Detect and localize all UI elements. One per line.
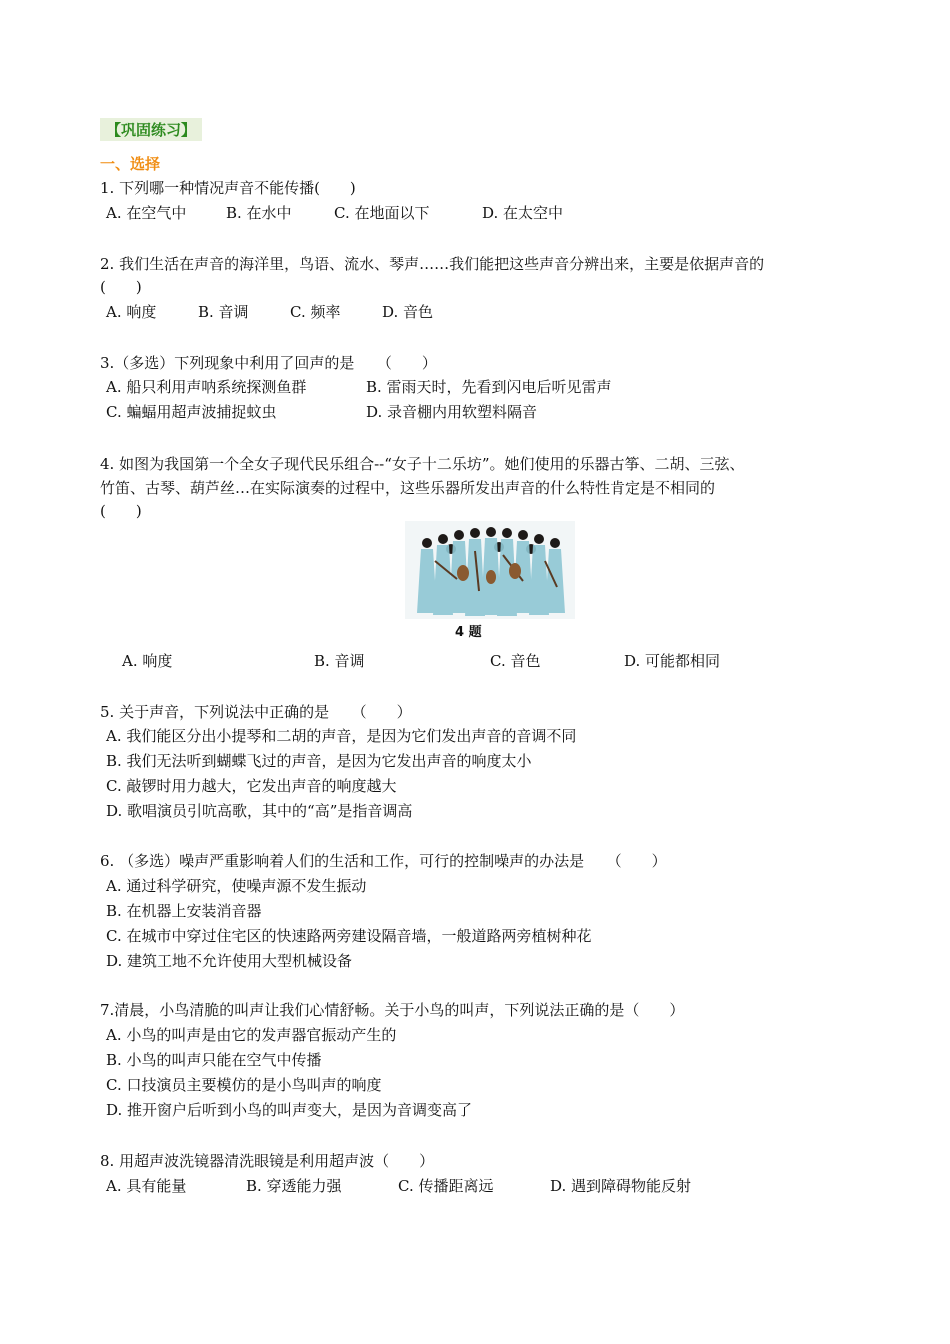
question-2-text: 2. 我们生活在声音的海洋里，鸟语、流水、琴声……我们能把这些声音分辨出来，主要是依据声音的: [100, 255, 765, 273]
question-2-options: [106, 302, 434, 322]
option-c: C. 在地面以下: [334, 204, 430, 222]
option-b: B. 雷雨天时，先看到闪电后听见雷声: [366, 378, 612, 396]
option-c: C. 在城市中穿过住宅区的快速路两旁建设隔音墙，一般道路两旁植树种花: [106, 927, 592, 945]
question-3-options-row1: [106, 377, 612, 397]
option-a: A. 船只利用声呐系统探测鱼群: [106, 378, 307, 396]
option-b: B. 音调: [198, 303, 249, 321]
option-c: C. 传播距离远: [398, 1177, 494, 1195]
orchestra-photo: [405, 521, 575, 619]
question-6-text: 6. （多选）噪声严重影响着人们的生活和工作，可行的控制噪声的办法是 （ ）: [100, 852, 667, 870]
question-2-text-cont: ( ): [100, 278, 142, 296]
option-a: A. 小鸟的叫声是由它的发声器官振动产生的: [106, 1026, 397, 1044]
option-d: D. 可能都相同: [624, 652, 721, 670]
option-d: D. 音色: [382, 303, 434, 321]
option-b: B. 音调: [314, 652, 365, 670]
option-b: B. 在机器上安装消音器: [106, 902, 262, 920]
question-4-text-cont: 竹笛、古琴、葫芦丝…在实际演奏的过程中，这些乐器所发出声音的什么特性肯定是不相同的: [100, 479, 716, 497]
option-b: B. 在水中: [226, 204, 292, 222]
question-5-text: 5. 关于声音，下列说法中正确的是 （ ）: [100, 703, 412, 721]
option-b: B. 小鸟的叫声只能在空气中传播: [106, 1051, 322, 1069]
question-1-text: 1. 下列哪一种情况声音不能传播( ): [100, 179, 356, 197]
option-c: C. 口技演员主要模仿的是小鸟叫声的响度: [106, 1076, 382, 1094]
question-8-options: [106, 1176, 692, 1196]
option-a: A. 通过科学研究，使噪声源不发生振动: [106, 877, 367, 895]
option-a: A. 在空气中: [106, 204, 187, 222]
option-c: C. 音色: [490, 652, 541, 670]
option-d: D. 在太空中: [482, 204, 564, 222]
option-c: C. 敲锣时用力越大，它发出声音的响度越大: [106, 777, 397, 795]
question-4-text-cont2: ( ): [100, 502, 142, 520]
question-3-options-row2: [106, 402, 538, 422]
option-c: C. 频率: [290, 303, 341, 321]
option-c: C. 蝙蝠用超声波捕捉蚊虫: [106, 403, 277, 421]
option-d: D. 歌唱演员引吭高歌，其中的“高”是指音调高: [106, 802, 413, 820]
option-d: D. 建筑工地不允许使用大型机械设备: [106, 952, 353, 970]
option-a: A. 具有能量: [106, 1177, 187, 1195]
option-a: A. 响度: [122, 652, 173, 670]
option-a: A. 响度: [106, 303, 157, 321]
option-d: D. 录音棚内用软塑料隔音: [366, 403, 538, 421]
question-8-text: 8. 用超声波洗镜器清洗眼镜是利用超声波（ ）: [100, 1152, 435, 1170]
option-a: A. 我们能区分出小提琴和二胡的声音，是因为它们发出声音的音调不同: [106, 727, 577, 745]
practice-heading: 【巩固练习】: [100, 118, 202, 141]
option-b: B. 我们无法听到蝴蝶飞过的声音，是因为它发出声音的响度太小: [106, 752, 532, 770]
option-d: D. 遇到障碍物能反射: [550, 1177, 692, 1195]
question-1-options: [106, 203, 564, 223]
figure-caption: 4 题: [455, 625, 482, 640]
section-title: 一、选择: [100, 155, 161, 173]
question-4-text: 4. 如图为我国第一个全女子现代民乐组合--“女子十二乐坊”。她们使用的乐器古筝、二胡、三弦、: [100, 455, 745, 473]
option-b: B. 穿透能力强: [246, 1177, 342, 1195]
question-3-text: 3.（多选）下列现象中利用了回声的是 （ ）: [100, 354, 437, 372]
question-4-options: [122, 651, 721, 671]
question-7-text: 7.清晨，小鸟清脆的叫声让我们心情舒畅。关于小鸟的叫声，下列说法正确的是（ ）: [100, 1001, 685, 1019]
option-d: D. 推开窗户后听到小鸟的叫声变大，是因为音调变高了: [106, 1101, 473, 1119]
